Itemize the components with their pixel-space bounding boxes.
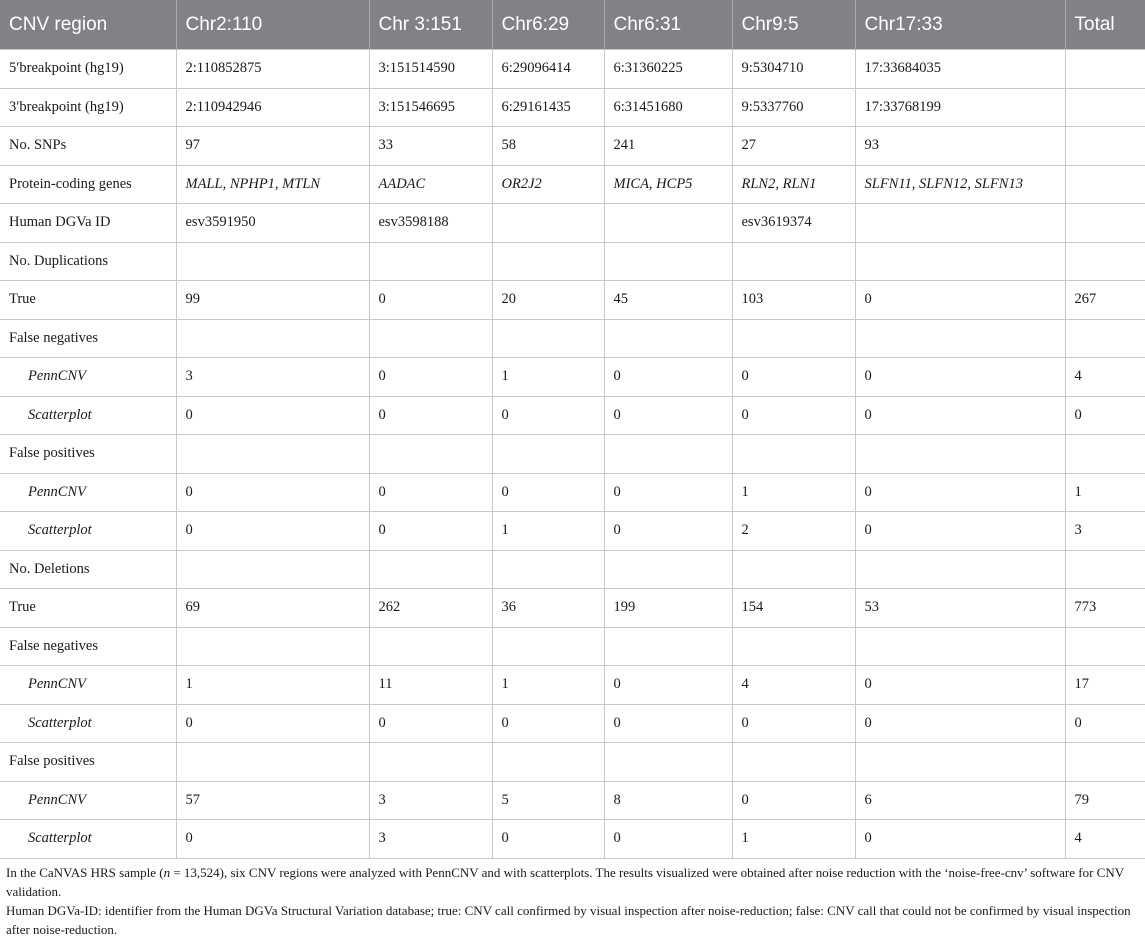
row-label: No. Duplications (0, 242, 176, 281)
table-cell (1065, 88, 1145, 127)
table-cell: 0 (369, 512, 492, 551)
table-cell (176, 743, 369, 782)
table-row (0, 204, 1145, 243)
table-cell (369, 435, 492, 474)
table-cell: 0 (604, 358, 732, 397)
table-cell: 4 (732, 666, 855, 705)
table-cell: MALL, NPHP1, MTLN (176, 165, 369, 204)
table-cell: 79 (1065, 781, 1145, 820)
table-cell (604, 627, 732, 666)
table-cell (1065, 204, 1145, 243)
row-label: No. Deletions (0, 550, 176, 589)
table-cell (492, 743, 604, 782)
table-cell: 0 (369, 473, 492, 512)
table-cell (604, 435, 732, 474)
table-row (0, 127, 1145, 166)
table-cell: 0 (369, 358, 492, 397)
column-header: Chr6:31 (604, 0, 732, 50)
row-label: False positives (0, 435, 176, 474)
table-header-row (0, 0, 1145, 50)
table-cell: 0 (604, 512, 732, 551)
table-cell: 58 (492, 127, 604, 166)
footnote-line-1-prefix: In the CaNVAS HRS sample ( (6, 864, 164, 880)
row-label: True (0, 281, 176, 320)
table-cell: 2 (732, 512, 855, 551)
table-cell: 773 (1065, 589, 1145, 628)
table-cell (176, 242, 369, 281)
table-cell: 1 (732, 820, 855, 859)
table-row (0, 165, 1145, 204)
table-cell: 2:110942946 (176, 88, 369, 127)
table-cell: esv3591950 (176, 204, 369, 243)
footnote-line-1-rest: = 13,524), six CNV regions were analyzed with PennCNV and with scatterplots. The results visualized were obtained after noise reduction with the ‘noise-free-cnv’ software for CNV validation. (6, 864, 1124, 899)
row-label: Scatterplot (0, 820, 176, 859)
table-row (0, 589, 1145, 628)
table-cell: 0 (1065, 704, 1145, 743)
table-cell: 6 (855, 781, 1065, 820)
table-row (0, 435, 1145, 474)
table-row (0, 281, 1145, 320)
table-cell: RLN2, RLN1 (732, 165, 855, 204)
table-cell: 0 (492, 704, 604, 743)
table-row (0, 88, 1145, 127)
table-cell: 9:5304710 (732, 50, 855, 89)
table-row (0, 704, 1145, 743)
footnote-line-2: Human DGVa-ID: identifier from the Human DGVa Structural Variation database; true: CNV call confirmed by visual inspection after noise-reduction; false: CNV call that could not be confirmed by visual inspection after noise-reduction. (6, 902, 1131, 937)
table-cell: 4 (1065, 820, 1145, 859)
row-label: PennCNV (0, 781, 176, 820)
table-cell: 53 (855, 589, 1065, 628)
table-cell: 27 (732, 127, 855, 166)
table-cell (369, 627, 492, 666)
table-cell (732, 435, 855, 474)
row-label: 3′breakpoint (hg19) (0, 88, 176, 127)
table-cell: 0 (1065, 396, 1145, 435)
table-cell: 1 (492, 358, 604, 397)
table-row (0, 473, 1145, 512)
table-cell: 57 (176, 781, 369, 820)
table-cell: 17 (1065, 666, 1145, 705)
column-header: Chr2:110 (176, 0, 369, 50)
table-cell: 0 (176, 704, 369, 743)
table-cell: 97 (176, 127, 369, 166)
table-cell (1065, 127, 1145, 166)
table-cell: 33 (369, 127, 492, 166)
table-cell: 1 (492, 666, 604, 705)
table-cell: 8 (604, 781, 732, 820)
table-row (0, 820, 1145, 859)
column-header-cnv-region: CNV region (0, 0, 176, 50)
table-cell: 5 (492, 781, 604, 820)
footnote-line-1 (6, 863, 1139, 901)
table-cell: 4 (1065, 358, 1145, 397)
column-header: Chr6:29 (492, 0, 604, 50)
row-label: 5′breakpoint (hg19) (0, 50, 176, 89)
table-cell: 69 (176, 589, 369, 628)
table-cell (176, 627, 369, 666)
table-cell: 262 (369, 589, 492, 628)
table-cell: OR2J2 (492, 165, 604, 204)
table-cell: 199 (604, 589, 732, 628)
table-row (0, 550, 1145, 589)
table-cell (369, 242, 492, 281)
table-cell: 93 (855, 127, 1065, 166)
table-cell: 1 (732, 473, 855, 512)
table-cell: SLFN11, SLFN12, SLFN13 (855, 165, 1065, 204)
table-cell: 17:33768199 (855, 88, 1065, 127)
table-cell: 6:31360225 (604, 50, 732, 89)
table-cell: 0 (492, 396, 604, 435)
table-cell: AADAC (369, 165, 492, 204)
table-row (0, 242, 1145, 281)
table-cell: 0 (855, 820, 1065, 859)
table-cell: 0 (369, 704, 492, 743)
table-cell: 0 (732, 704, 855, 743)
table-cell: 0 (369, 396, 492, 435)
table-cell (732, 319, 855, 358)
table-cell: 6:29161435 (492, 88, 604, 127)
table-cell: 0 (176, 396, 369, 435)
table-row (0, 781, 1145, 820)
table-cell (855, 627, 1065, 666)
table-row (0, 743, 1145, 782)
table-cell: 0 (855, 512, 1065, 551)
table-row (0, 50, 1145, 89)
column-header: Chr17:33 (855, 0, 1065, 50)
row-label: Scatterplot (0, 396, 176, 435)
table-cell: 2:110852875 (176, 50, 369, 89)
table-cell: 267 (1065, 281, 1145, 320)
table-cell (1065, 627, 1145, 666)
table-cell: 0 (604, 666, 732, 705)
table-row (0, 666, 1145, 705)
table-cell (369, 550, 492, 589)
table-cell: 0 (732, 358, 855, 397)
table-cell (1065, 50, 1145, 89)
table-cell (492, 550, 604, 589)
table-cell (1065, 165, 1145, 204)
row-label: PennCNV (0, 666, 176, 705)
table-cell: 0 (855, 358, 1065, 397)
table-cell: 3:151546695 (369, 88, 492, 127)
table-cell: 99 (176, 281, 369, 320)
table-cell (1065, 743, 1145, 782)
table-cell: 1 (176, 666, 369, 705)
table-cell: 0 (855, 704, 1065, 743)
table-cell: 11 (369, 666, 492, 705)
table-footnote (0, 859, 1145, 939)
table-cell: 45 (604, 281, 732, 320)
column-header: Chr9:5 (732, 0, 855, 50)
row-label: No. SNPs (0, 127, 176, 166)
table-cell: 0 (604, 396, 732, 435)
table-cell: 36 (492, 589, 604, 628)
table-row (0, 627, 1145, 666)
table-cell (855, 550, 1065, 589)
table-cell (369, 743, 492, 782)
row-label: Human DGVa ID (0, 204, 176, 243)
row-label: Protein-coding genes (0, 165, 176, 204)
table-cell: 0 (855, 281, 1065, 320)
row-label: False negatives (0, 319, 176, 358)
table-cell (604, 550, 732, 589)
table-cell: 0 (176, 820, 369, 859)
table-cell (732, 627, 855, 666)
column-header: Total (1065, 0, 1145, 50)
table-cell: 0 (732, 396, 855, 435)
table-cell (732, 550, 855, 589)
table-cell (604, 319, 732, 358)
table-cell: 6:31451680 (604, 88, 732, 127)
table-cell: 0 (604, 704, 732, 743)
table-cell: 6:29096414 (492, 50, 604, 89)
table-cell: esv3598188 (369, 204, 492, 243)
table-cell: 1 (492, 512, 604, 551)
table-cell (855, 743, 1065, 782)
table-cell (492, 627, 604, 666)
table-cell (855, 242, 1065, 281)
table-row (0, 319, 1145, 358)
table-cell (855, 435, 1065, 474)
table-cell: 0 (492, 820, 604, 859)
table-cell: 1 (1065, 473, 1145, 512)
footnote-n-symbol: n (163, 864, 171, 880)
row-label: PennCNV (0, 358, 176, 397)
table-cell: esv3619374 (732, 204, 855, 243)
table-cell: 103 (732, 281, 855, 320)
row-label: Scatterplot (0, 704, 176, 743)
table-cell: 0 (369, 281, 492, 320)
table-cell (604, 242, 732, 281)
table-cell (492, 204, 604, 243)
table-cell: 3 (1065, 512, 1145, 551)
table-cell: 20 (492, 281, 604, 320)
table-cell (604, 204, 732, 243)
table-cell (492, 242, 604, 281)
table-cell: MICA, HCP5 (604, 165, 732, 204)
table-cell (1065, 550, 1145, 589)
table-cell: 154 (732, 589, 855, 628)
table-cell: 0 (604, 820, 732, 859)
table-cell (492, 435, 604, 474)
row-label: False positives (0, 743, 176, 782)
table-cell (176, 435, 369, 474)
table-cell: 0 (732, 781, 855, 820)
table-cell (369, 319, 492, 358)
table-cell (732, 242, 855, 281)
table-cell (604, 743, 732, 782)
table-cell: 0 (492, 473, 604, 512)
table-cell (1065, 435, 1145, 474)
column-header: Chr 3:151 (369, 0, 492, 50)
table-cell: 17:33684035 (855, 50, 1065, 89)
table-cell: 241 (604, 127, 732, 166)
table-cell (1065, 319, 1145, 358)
table-cell: 0 (176, 512, 369, 551)
row-label: True (0, 589, 176, 628)
row-label: PennCNV (0, 473, 176, 512)
row-label: Scatterplot (0, 512, 176, 551)
table-cell: 0 (604, 473, 732, 512)
table-cell (492, 319, 604, 358)
table-row (0, 512, 1145, 551)
table-cell (1065, 242, 1145, 281)
table-cell: 3:151514590 (369, 50, 492, 89)
table-cell: 3 (369, 820, 492, 859)
table-row (0, 358, 1145, 397)
table-cell (176, 550, 369, 589)
table-cell: 0 (855, 666, 1065, 705)
table-cell (732, 743, 855, 782)
table-row (0, 396, 1145, 435)
table-cell: 3 (369, 781, 492, 820)
table-cell (855, 204, 1065, 243)
row-label: False negatives (0, 627, 176, 666)
table-cell: 3 (176, 358, 369, 397)
table-body (0, 50, 1145, 859)
table-cell (176, 319, 369, 358)
table-cell: 0 (855, 396, 1065, 435)
table-cell: 0 (855, 473, 1065, 512)
table-cell: 9:5337760 (732, 88, 855, 127)
table-cell (855, 319, 1065, 358)
table-cell: 0 (176, 473, 369, 512)
